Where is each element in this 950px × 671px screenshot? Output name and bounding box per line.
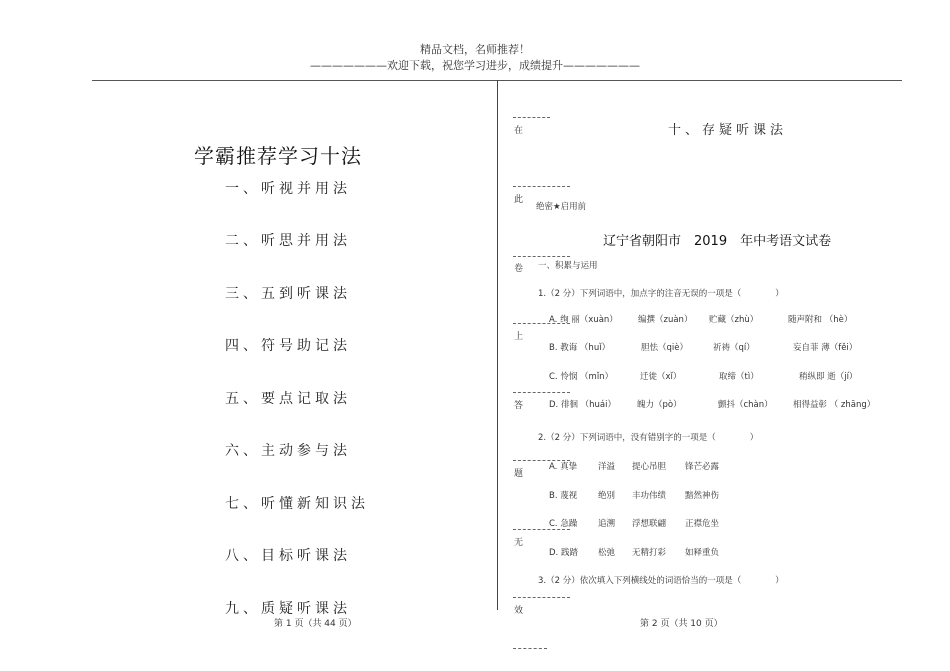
- q2-option-c: 浮想联翩: [632, 519, 667, 529]
- q1-option-c: 稍纵即 逝（jí）: [799, 372, 858, 382]
- q1-option-b: B. 教诲 （huǐ）: [549, 343, 611, 353]
- method-item: 一、听视并用法: [225, 181, 351, 197]
- binding-dash: [513, 597, 570, 598]
- header-line-2: ———————欢迎下载，祝您学习进步，成绩提升———————: [310, 59, 640, 72]
- header-line-1: 精品文档，名师推荐！: [420, 43, 530, 56]
- binding-dash: [513, 392, 570, 393]
- q2-option-a: A. 真挚: [549, 462, 578, 472]
- question-1: 1.（2 分）下列词语中，加点字的注音无误的一项是（ ）: [538, 289, 784, 299]
- q1-option-b: 祈祷（qí）: [713, 343, 755, 353]
- q2-option-d: 松弛: [598, 548, 616, 558]
- page-divider: [497, 80, 498, 610]
- secret-label: 绝密★启用前: [536, 202, 587, 212]
- q1-option-c: C. 怜悯 （mǐn）: [549, 372, 614, 382]
- binding-char: 答: [514, 401, 524, 411]
- q1-option-d: 魄力（pò）: [637, 400, 682, 410]
- binding-char: 上: [514, 332, 524, 342]
- q2-option-a: 洋溢: [598, 462, 616, 472]
- q1-option-c: 取缔（tì）: [719, 372, 759, 382]
- binding-dash: [513, 529, 570, 530]
- binding-char: 在: [514, 126, 524, 136]
- binding-char: 题: [514, 469, 524, 479]
- q2-option-d: D. 践踏: [549, 548, 578, 558]
- method-item: 五、要点记取法: [225, 391, 351, 407]
- method-item: 六、主动参与法: [225, 443, 351, 459]
- method-item: 四、符号助记法: [225, 338, 351, 354]
- binding-dash: [513, 256, 570, 257]
- question-2: 2.（2 分）下列词语中，没有错别字的一项是（ ）: [538, 433, 759, 443]
- q1-option-d: 相得益彰 （ zhāng）: [793, 400, 876, 410]
- q2-option-a: 提心吊胆: [632, 462, 667, 472]
- binding-dash: [513, 117, 550, 118]
- binding-char: 此: [514, 195, 524, 205]
- q2-option-c: 正襟危坐: [685, 519, 720, 529]
- q2-option-a: 锋芒必露: [685, 462, 720, 472]
- exam-title: 辽宁省朝阳市 2019 年中考语文试卷: [603, 234, 832, 249]
- method-item-ten: 十、存疑听课法: [668, 123, 788, 138]
- q1-option-b: 妄自菲 薄（fěi）: [793, 343, 858, 353]
- method-item: 九、质疑听课法: [225, 601, 351, 617]
- method-item: 二、听思并用法: [225, 233, 351, 249]
- q1-option-a: A. 绚 丽（xuàn）: [549, 315, 618, 325]
- method-item: 三、五到听课法: [225, 286, 351, 302]
- binding-char: 效: [514, 606, 524, 616]
- left-page-footer: 第 1 页（共 44 页）: [274, 619, 357, 629]
- q1-option-a: 随声附和 （hè）: [788, 315, 853, 325]
- q1-option-d: 颤抖（chàn）: [718, 400, 773, 410]
- q2-option-b: 绝別: [598, 491, 616, 501]
- section-heading: 一、积累与运用: [538, 261, 598, 271]
- q1-option-a: 编撰（zuàn）: [638, 315, 693, 325]
- binding-char: 卷: [514, 264, 524, 274]
- q1-option-b: 胆怯（qiè）: [641, 343, 688, 353]
- q2-option-b: B. 蔑视: [549, 491, 578, 501]
- q2-option-c: 追溯: [598, 519, 616, 529]
- page-title: 学霸推荐学习十法: [194, 144, 362, 168]
- question-3: 3.（2 分）依次填入下列横线处的词语恰当的一项是（ ）: [538, 576, 784, 586]
- method-item: 七、听懂新知识法: [225, 496, 369, 512]
- q2-option-d: 无精打彩: [632, 548, 667, 558]
- binding-dash: [513, 186, 570, 187]
- q1-option-a: 贮藏（zhù）: [709, 315, 759, 325]
- binding-char: 无: [514, 538, 524, 548]
- q2-option-d: 如释重负: [685, 548, 720, 558]
- q2-option-b: 黯然神伤: [685, 491, 720, 501]
- right-page-footer: 第 2 页（共 10 页）: [640, 619, 723, 629]
- q1-option-c: 迁徙（xǐ）: [640, 372, 682, 382]
- binding-dash: [513, 648, 547, 649]
- q2-option-c: C. 急躁: [549, 519, 578, 529]
- method-item: 八、目标听课法: [225, 548, 351, 564]
- q1-option-d: D. 徘徊 （huái）: [549, 400, 616, 410]
- q2-option-b: 丰功伟绩: [632, 491, 667, 501]
